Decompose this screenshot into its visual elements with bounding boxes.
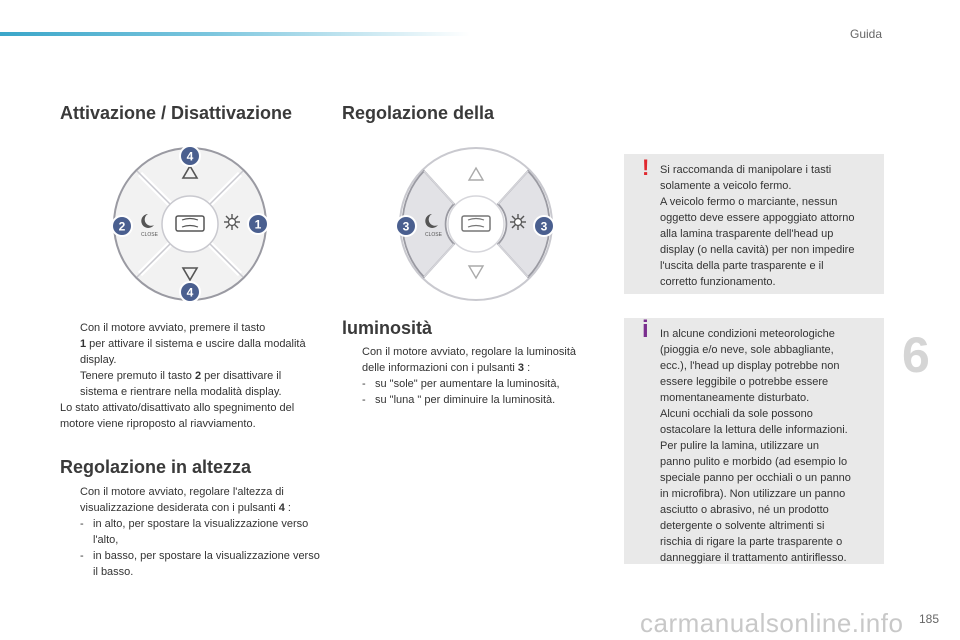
svg-text:1: 1 [254, 217, 262, 232]
badge-left [112, 216, 132, 236]
height-item: Con il motore avviato, regolare l'altezza di visualizzazione desiderata con i pulsanti 4 : [80, 486, 291, 514]
brightness-item: Con il motore avviato, regolare la luminosità delle informazioni con i pulsanti 3 : [362, 346, 576, 374]
heading-brightness: luminosità [342, 318, 433, 338]
close-label: CLOSE [141, 232, 158, 238]
info-note [624, 318, 884, 564]
warning-note [624, 154, 884, 294]
chapter-number: 6 [902, 327, 930, 383]
svg-text:2: 2 [118, 219, 126, 234]
heading-height: Regolazione in altezza [60, 457, 252, 477]
badge-right [248, 214, 268, 234]
badge-left-brightness [396, 216, 416, 236]
badge-bottom [180, 282, 200, 302]
warning-icon: ! [642, 155, 650, 180]
header-accent-bar [0, 32, 470, 36]
heading-regulation: Regolazione della [342, 103, 495, 123]
watermark: carmanualsonline.info [640, 608, 904, 638]
diagram-activation [110, 144, 270, 304]
close-label-brightness: CLOSE [425, 232, 442, 238]
activation-item-1: Con il motore avviato, premere il tasto 1 per attivare il sistema e uscire dalla modalità display. [80, 322, 306, 366]
activation-note: Lo stato attivato/disattivato allo spegnimento del motore viene riproposto al riavviamento. [60, 402, 295, 430]
activation-text [60, 320, 316, 432]
warning-text: Si raccomanda di manipolare i tasti solamente a veicolo fermo. A veicolo fermo o marciante, nessun oggetto deve essere appoggiato attorno alla lamina trasparente dell'head up display (o nella cavità) per non impedire l'uscita della parte trasparente e il corretto funzionamento. [660, 164, 855, 288]
heading-activation: Attivazione / Disattivazione [60, 103, 293, 123]
page-number: 185 [919, 612, 940, 626]
brightness-sub-2: - su "luna " per diminuire la luminosità. [362, 394, 556, 406]
svg-text:3: 3 [540, 219, 548, 234]
diagram-brightness [394, 144, 558, 304]
brightness-sub-1: - su "sole" per aumentare la luminosità, [362, 378, 560, 390]
height-sub-1: - in alto, per spostare la visualizzazione verso l'alto, [80, 518, 309, 546]
height-sub-2: - in basso, per spostare la visualizzazione verso il basso. [80, 550, 320, 578]
activation-item-2: Tenere premuto il tasto 2 per disattivare il sistema e rientrare nella modalità display. [80, 370, 282, 398]
badge-right-brightness [534, 216, 554, 236]
section-title: Guida [850, 27, 883, 41]
height-text [60, 484, 322, 580]
info-text: In alcune condizioni meteorologiche (pioggia e/o neve, sole abbagliante, ecc.), l'head up display potrebbe non essere leggibile o potrebbe essere momentaneamente disturbato. Alcuni occhiali da sole possono ostacolare la lettura delle informazioni. Per pulire la lamina, utilizzare un panno pulito e morbido (ad esempio lo speciale panno per occhiali o un panno in microfibra). Non utilizzare un panno asciutto o abrasivo, né un prodotto detergente o solvente altrimenti si rischia di rigare la parte trasparente o danneggiare il trattamento antiriflesso. [660, 328, 851, 564]
brightness-text [342, 344, 596, 408]
svg-text:4: 4 [186, 149, 194, 164]
info-icon: i [642, 316, 649, 343]
svg-text:4: 4 [186, 285, 194, 300]
badge-top [180, 146, 200, 166]
svg-text:3: 3 [402, 219, 410, 234]
